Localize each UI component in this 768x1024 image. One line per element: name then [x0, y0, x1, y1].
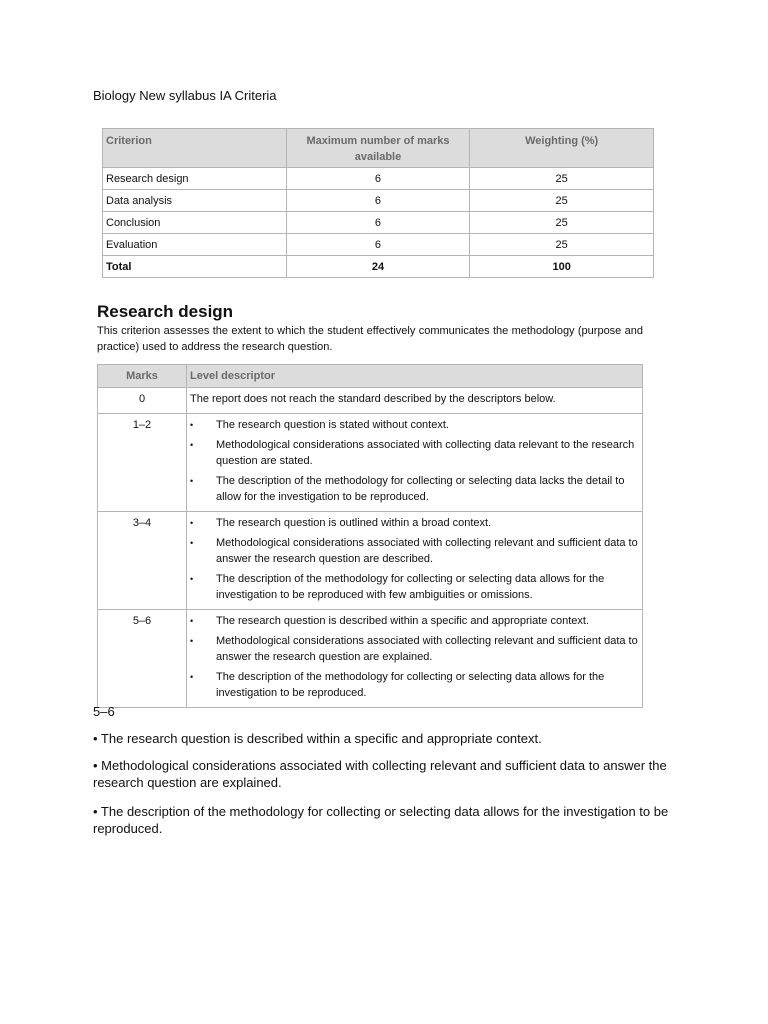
criteria-header-max-marks: Maximum number of marks available — [286, 129, 470, 168]
descriptor-bullet-text: The research question is outlined within a broad context. — [216, 517, 492, 529]
bullet-icon: • — [190, 636, 194, 646]
bullet-icon: • — [190, 518, 194, 528]
criterion-name: Conclusion — [103, 212, 287, 234]
list-item — [190, 473, 639, 505]
criterion-weighting: 25 — [470, 168, 654, 190]
descriptor-list — [187, 512, 643, 610]
descriptor-bullet-text: Methodological considerations associated with collecting relevant and sufficient data to answer the research question are explained. — [216, 635, 638, 663]
table-row — [103, 190, 654, 212]
list-item — [190, 669, 639, 701]
descriptor-header-level: Level descriptor — [187, 365, 643, 388]
table-row — [98, 610, 643, 708]
section-intro: This criterion assesses the extent to which the student effectively communicates the methodology (purpose and practice) used to address the research question. — [97, 325, 643, 353]
bullet-icon: • — [190, 616, 194, 626]
descriptor-text: The report does not reach the standard described by the descriptors below. — [187, 388, 643, 414]
total-label: Total — [103, 256, 287, 278]
descriptor-marks: 1–2 — [98, 414, 187, 512]
table-row — [103, 168, 654, 190]
criterion-max-marks: 6 — [286, 190, 470, 212]
criterion-weighting: 25 — [470, 234, 654, 256]
descriptor-header-row — [98, 365, 643, 388]
criteria-table — [102, 128, 654, 278]
bullet-icon: • — [190, 440, 194, 450]
table-row — [103, 212, 654, 234]
body-paragraph: • The research question is described within a specific and appropriate context. — [93, 731, 542, 746]
descriptor-bullet-text: The description of the methodology for collecting or selecting data allows for the investigation to be reproduced. — [216, 671, 605, 699]
descriptor-marks: 3–4 — [98, 512, 187, 610]
document-title: Biology New syllabus IA Criteria — [93, 88, 277, 103]
table-row — [98, 414, 643, 512]
table-row — [98, 512, 643, 610]
criterion-name: Evaluation — [103, 234, 287, 256]
list-item — [190, 417, 639, 433]
descriptor-marks: 0 — [98, 388, 187, 414]
section-heading: Research design — [97, 302, 234, 321]
criteria-header-criterion: Criterion — [103, 129, 287, 168]
body-paragraph: • Methodological considerations associated with collecting relevant and sufficient data to answer the research question are explained. — [93, 758, 667, 790]
list-item — [190, 535, 639, 567]
descriptor-header-marks: Marks — [98, 365, 187, 388]
list-item — [190, 437, 639, 469]
criterion-max-marks: 6 — [286, 168, 470, 190]
criterion-name: Research design — [103, 168, 287, 190]
descriptor-list — [187, 414, 643, 512]
bullet-icon: • — [190, 574, 194, 584]
list-item — [190, 571, 639, 603]
list-item — [190, 515, 639, 531]
list-item — [190, 613, 639, 629]
descriptor-bullet-text: The research question is stated without context. — [216, 419, 449, 431]
total-marks: 24 — [286, 256, 470, 278]
body-paragraph: • The description of the methodology for collecting or selecting data allows for the investigation to be reproduced. — [93, 804, 669, 836]
descriptor-bullet-text: The research question is described within a specific and appropriate context. — [216, 615, 589, 627]
descriptor-marks: 5–6 — [98, 610, 187, 708]
criterion-name: Data analysis — [103, 190, 287, 212]
criterion-max-marks: 6 — [286, 234, 470, 256]
descriptor-bullet-text: Methodological considerations associated with collecting data relevant to the research question are stated. — [216, 439, 635, 467]
total-row — [103, 256, 654, 278]
descriptor-bullet-text: The description of the methodology for collecting or selecting data lacks the detail to allow for the investigation to be reproduced. — [216, 475, 625, 503]
criterion-weighting: 25 — [470, 190, 654, 212]
descriptor-list — [187, 610, 643, 708]
criterion-weighting: 25 — [470, 212, 654, 234]
descriptor-bullet-text: The description of the methodology for collecting or selecting data allows for the investigation to be reproduced with few ambiguities or omissions. — [216, 573, 605, 601]
table-row — [98, 388, 643, 414]
bullet-icon: • — [190, 538, 194, 548]
criteria-header-weighting: Weighting (%) — [470, 129, 654, 168]
descriptor-bullet-text: Methodological considerations associated with collecting relevant and sufficient data to answer the research question are described. — [216, 537, 638, 565]
bullet-icon: • — [190, 420, 194, 430]
criterion-max-marks: 6 — [286, 212, 470, 234]
marks-label: 5–6 — [93, 704, 115, 719]
bullet-icon: • — [190, 672, 194, 682]
criteria-header-row — [103, 129, 654, 168]
list-item — [190, 633, 639, 665]
bullet-icon: • — [190, 476, 194, 486]
total-weighting: 100 — [470, 256, 654, 278]
table-row — [103, 234, 654, 256]
level-descriptor-table — [97, 364, 643, 708]
